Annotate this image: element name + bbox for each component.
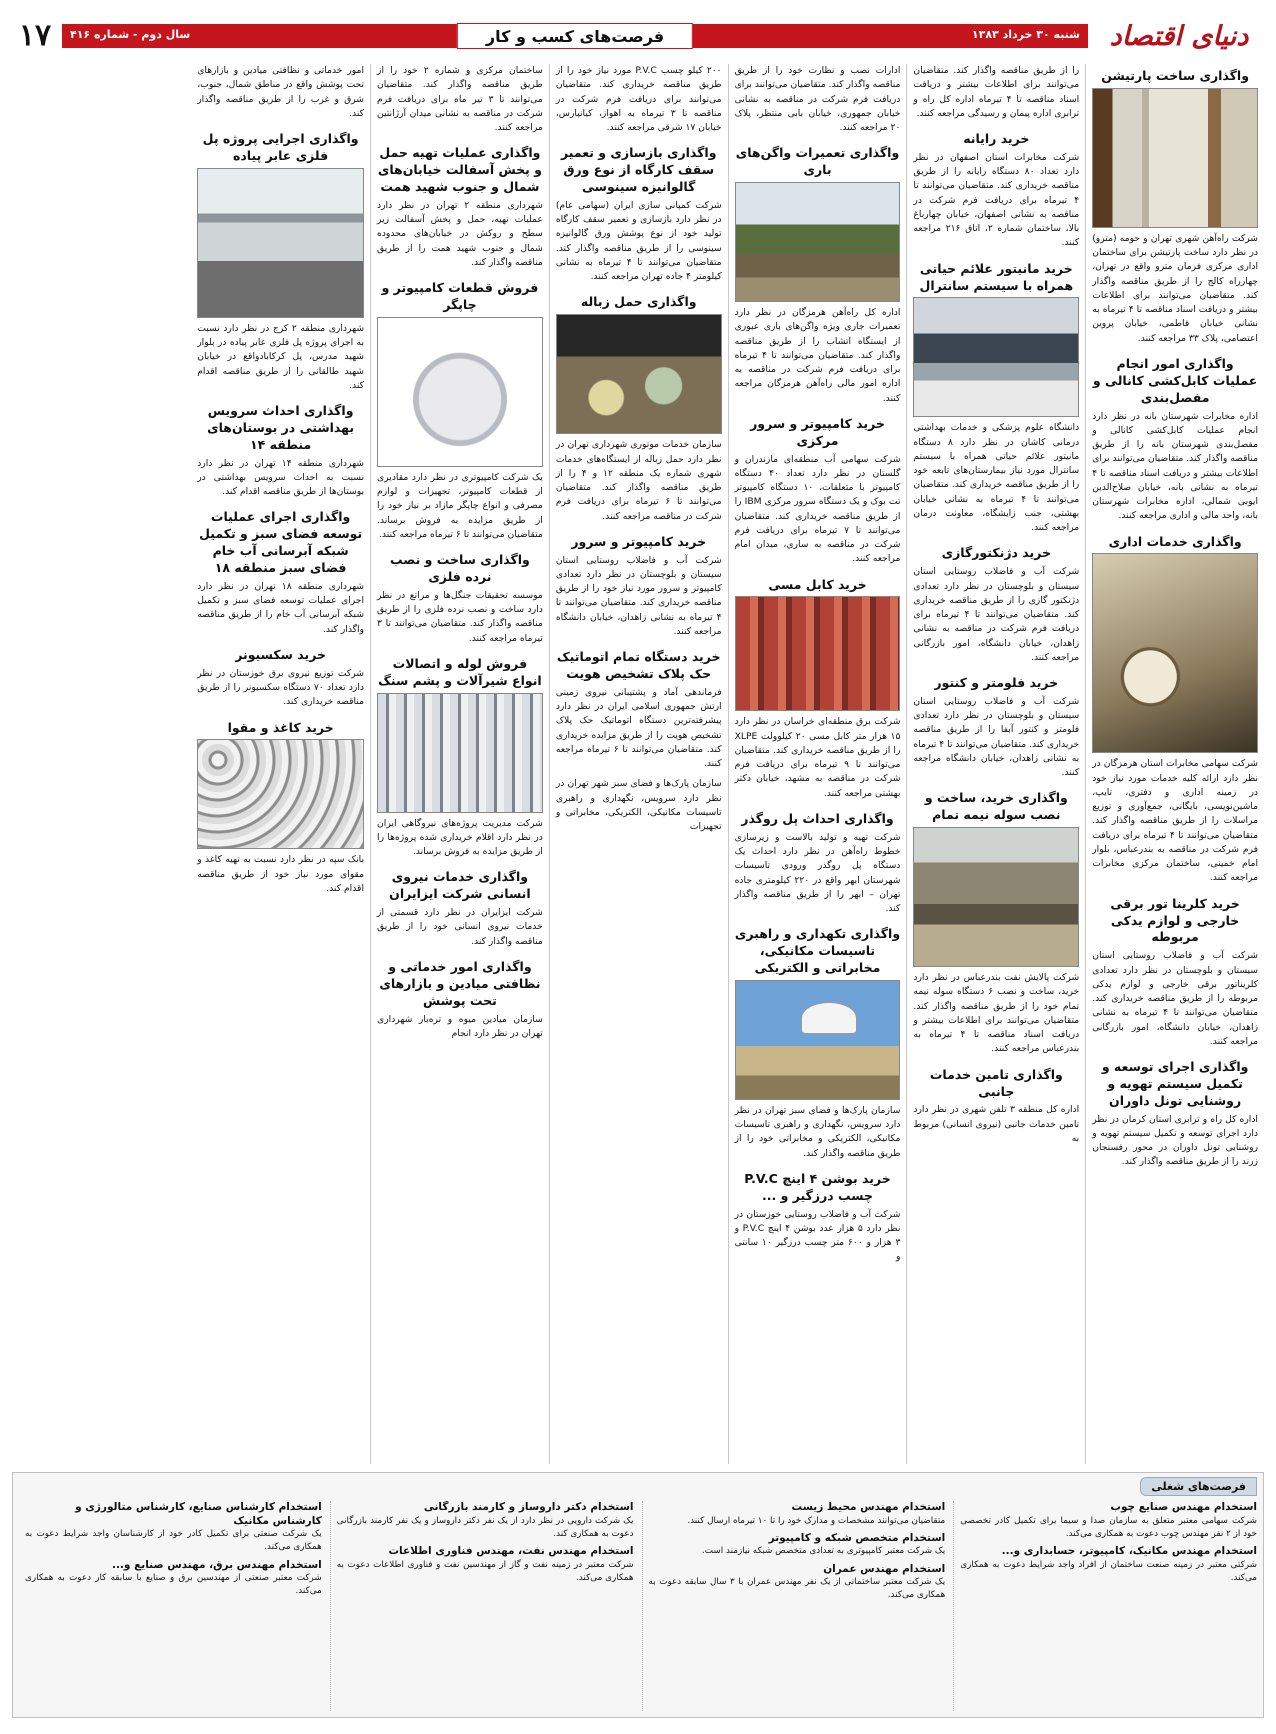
job-ad	[960, 1545, 1257, 1585]
article	[556, 141, 722, 284]
trash-photo	[556, 314, 722, 434]
article	[377, 955, 543, 1041]
article-body: اداره کل راه‌آهن هرمزگان در نظر دارد تعمیرات جاری ویژه واگن‌های باری عبوری از ایستگاه اتشاب را از طریق مناقصه واگذار کند. متقاضیان می‌توانند تا ۴ تیرماه برای دریافت فرم شرکت در مناقصه به اداره امور مالی راه‌آهن هرمزگان مراجعه کنند.	[734, 307, 901, 404]
job-body: یک شرکت دارویی در نظر دارد از یک نفر دکتر داروساز و یک نفر کارمند بازرگانی دعوت به همکاری کند.	[336, 1515, 634, 1539]
article-title: خرید کامپیوتر و سرور	[571, 533, 707, 549]
article-body: شرکت تهیه و تولید بالاست و زیرسازی خطوط راه‌آهن در نظر دارد احداث یک دستگاه پل روگذر ورودی تاسیسات شهرستان ابهر واقع در ۲۲۰ کیلومتری جاده تهران – ابهر را از طریق مناقصه واگذار کند.	[734, 831, 901, 914]
article	[377, 64, 543, 135]
article-body: شهرداری منطقه ۲ کرج در نظر دارد نسبت به اجرای پروژه پل فلزی عابر پیاده در بلوار شهید مدرس، پل کرکابادواقع در خیابان شهید طالقانی را از طریق مناقصه اقدام کند.	[197, 322, 365, 391]
column-3	[728, 64, 907, 1464]
article-title: خرید سکسیونر	[235, 646, 326, 662]
article-body: شرکت آب و فاضلاب روستایی استان سیستان و بلوچستان در نظر دارد تعدادی کلریناتور برقی خارجی و لوازم یدکی مربوطه را از طریق مناقصه خریداری کند. متقاضیان می‌توانند تا ۴ تیرماه به نشانی زاهدان، خیابان دانشگاه، امور بازرگانی مراجعه کنند.	[1092, 950, 1258, 1047]
article-body: اداره مخابرات شهرستان بانه در نظر دارد انجام عملیات کابل‌کشی کانالی و مفصل‌بندی شهرستان بانه را از طریق مناقصه واگذار کند. متقاضیان می‌توانند برای اطلاعات بیشتر و دریافت اسناد مناقصه تا ۴ تیرماه به نشانی بانه، خیابان صلاح‌الدین ایوبی شمالی، اداره مخابرات شهرستان بانه، واحد مالی و اداری مراجعه کنند.	[1092, 410, 1258, 522]
article-body: یک شرکت کامپیوتری در نظر دارد مقادیری از قطعات کامپیوتر، تجهیزات و لوازم مصرفی و انواع چاپگر مازاد بر نیاز خود را از طریق مزایده به فروش برساند. متقاضیان می‌توانند تا ۶ تیرماه مراجعه کنند.	[377, 471, 543, 540]
article-title: واگذاری ساخت پارتیشن	[1101, 68, 1249, 83]
newspaper-page	[12, 14, 1264, 1720]
article-body: سازمان پارک‌ها و فضای سبز تهران در نظر دارد سرویس، نگهداری و راهبری تاسیسات مکانیکی، الکتریکی و مخابراتی خود را از طریق مناقصه واگذار کند.	[734, 1104, 901, 1159]
jobs-column	[330, 1501, 634, 1711]
job-body: شرکتی معتبر در زمینه صنعت ساختمان از افراد واجد شرایط دعوت به همکاری می‌کند.	[960, 1559, 1257, 1583]
article	[1092, 530, 1258, 886]
job-title: استخدام مهندس نفت، مهندس فناوری اطلاعات	[388, 1545, 634, 1558]
article-body: موسسه تحقیقات جنگل‌ها و مراتع در نظر دارد ساخت و نصب نرده فلزی را از طریق مناقصه واگذار کند. متقاضیان می‌توانند تا ۳ تیرماه مراجعه کنند.	[377, 589, 543, 644]
article	[377, 865, 543, 949]
column-4	[549, 64, 728, 1464]
article	[197, 64, 364, 121]
watch-photo	[1092, 553, 1258, 753]
article-title: واگذاری حمل زباله	[580, 294, 697, 310]
job-title: استخدام کارشناس صنایع، کارشناس متالورژی و کارشناس مکانیک	[75, 1501, 322, 1527]
article-title: واگذاری تکهداری و راهبری تاسیسات مکانیکی، مخابراتی و الکتریکی	[734, 926, 901, 975]
job-title: استخدام دکتر داروساز و کارمند بازرگانی	[423, 1501, 634, 1513]
job-title: استخدام متخصص شبکه و کامپیوتر	[768, 1531, 946, 1544]
job-body: متقاضیان می‌توانند مشخصات و مدارک خود را تا ۱۰ تیرماه ارسال کنند.	[687, 1515, 946, 1526]
article	[556, 64, 722, 135]
article-title: واگذاری احداث پل روگذر	[741, 810, 894, 826]
article-title: واگذاری امور انجام عملیات کابل‌کشی کانالی و مفصل‌بندی	[1092, 355, 1258, 405]
article-title: فروش لوله و اتصالات انواع شیرآلات و پشم سنگ	[378, 655, 542, 688]
article	[735, 1167, 901, 1265]
article-title: واگذاری عملیات تهیه حمل و پخش آسفالت خیابان‌های شمال و جنوب شهید همت	[377, 145, 542, 194]
article-title: واگذاری اجرای توسعه و تکمیل سیستم تهویه و روشنایی تونل داوران	[1101, 1059, 1249, 1108]
article	[1092, 64, 1258, 346]
office-photo	[913, 297, 1079, 417]
room-photo	[1092, 88, 1258, 228]
article-columns	[12, 64, 1264, 1464]
job-body: یک شرکت معتبر ساختمانی از یک نفر مهندس عمران با ۳ سال سابقه دعوت به همکاری می‌کند.	[648, 1577, 946, 1601]
article-title: خرید دژنکتورگازی	[941, 545, 1051, 561]
issue-number: سال دوم - شماره ۴۱۶	[70, 28, 191, 41]
column-1	[1085, 64, 1264, 1464]
article-body: شهرداری منطقه ۲ تهران در نظر دارد عملیات تهیه، حمل و پخش آسفالت زیر سطح و روکش در خیابان‌های محدوده شمال و جنوب شهید همت را از طریق مناقصه واگذار کند.	[377, 199, 543, 268]
article-body: ساختمان مرکزی و شماره ۲ خود را از طریق مناقصه واگذار کند. متقاضیان می‌توانند تا ۳ تیر ماه برای دریافت فرم شرکت در مناقصه به نشانی میدان آرژانتین مراجعه کنند.	[377, 65, 543, 133]
article-body: ادارات نصب و نظارت خود را از طریق مناقصه واگذار کند. متقاضیان می‌توانند برای دریافت فرم شرکت در مناقصه به نشانی خیابان جمهوری، خیابان بابی منتظر، پلاک ۲۰ مراجعه کنند.	[734, 65, 901, 133]
article-body: شرکت پالایش نفت بندرعباس در نظر دارد خرید، ساخت و نصب ۶ دستگاه سوله نیمه تمام خود را از طریق مناقصه واگذار کند. متقاضیان می‌توانند برای اطلاعات بیشتر و دریافت اسناد مناقصه تا ۴ تیرماه به بندرعباس مراجعه کنند.	[913, 972, 1080, 1055]
job-ad	[649, 1563, 946, 1603]
article	[377, 548, 543, 646]
section-title: فرصت‌های کسب و کار	[457, 23, 693, 49]
job-ad	[649, 1532, 946, 1559]
article-body: شرکت آب و فاضلاب روستایی استان سیستان و بلوچستان در نظر دارد تعدادی فلومتر و کنتور آبفا را از طریق مناقصه خریداری کند. متقاضیان می‌توانند تا ۴ تیرماه به نشانی زاهدان، خیابان دانشگاه مراجعه کنند.	[913, 695, 1080, 779]
article-title: واگذاری امور خدماتی و نظافتی میادین و بازارهای تحت پوشش	[379, 958, 541, 1008]
article-title: خرید کابل مسی	[768, 576, 867, 592]
article	[913, 541, 1079, 665]
article	[556, 290, 722, 523]
jobs-title: فرصت‌های شغلی	[1140, 1477, 1257, 1496]
job-body: یک شرکت صنعتی برای تکمیل کادر خود از کارشناسان واجد شرایط دعوت به همکاری می‌کند.	[25, 1529, 322, 1553]
article-title: واگذاری خرید، ساخت و نصب سوله نیمه تمام	[924, 790, 1068, 823]
article	[377, 141, 543, 270]
article	[556, 645, 722, 771]
article-title: خرید مانیتور علائم حیاتی همراه با سیستم سانترال	[919, 260, 1074, 293]
jobs-column	[642, 1501, 946, 1711]
jobs-grid	[19, 1501, 1257, 1711]
cable-photo	[735, 596, 901, 711]
header-bar	[62, 24, 1088, 48]
article	[197, 643, 364, 710]
article	[913, 786, 1079, 1056]
article-body: شرکت مخابرات استان اصفهان در نظر دارد تعداد ۸۰ دستگاه رایانه را از طریق مناقصه خریداری کند. متقاضیان می‌توانند تا ۴ تیرماه برای دریافت فرم شرکت در مناقصه به نشانی اصفهان، خیابان چهارباغ بالا، ساختمان شماره ۲، اتاق ۲۱۶ مراجعه کنند.	[913, 151, 1080, 249]
article-title: واگذاری احداث سرویس بهداشتی در بوستان‌های منطقه ۱۴	[207, 403, 355, 452]
article	[197, 127, 364, 393]
article-body: شرکت راه‌آهن شهری تهران و حومه (مترو) در نظر دارد ساخت پارتیشن برای ساختمان اداری مرکزی فرمان مترو واقع در تهران، چهارراه کالج را از طریق مناقصه واگذار کند. متقاضیان می‌توانند برای اطلاعات بیشتر و دریافت اسناد مناقصه تا ۴ تیرماه به نشانی خیابان فاطمی، خیابان پروین اعتصامی، پلاک ۳۳ مراجعه کنند.	[1092, 232, 1258, 344]
article-body: فرماندهی آماد و پشتیبانی نیروی زمینی ارتش جمهوری اسلامی ایران در نظر دارد پیشرفته‌ترین دستگاه اتوماتیک حک پلاک تشخیص هویت را از طریق مزایده خریداری کند. متقاضیان می‌توانند تا ۶ تیرماه مراجعه کنند.	[555, 686, 722, 770]
article	[377, 652, 543, 860]
job-title: استخدام مهندس برق، مهندس صنایع و...	[111, 1558, 322, 1571]
article	[377, 276, 543, 542]
article	[197, 716, 364, 897]
article-body: سازمان پارک‌ها و فضای سبز شهر تهران در نظر دارد سرویس، نگهداری و راهبری تاسیسات مکانیکی، الکتریکی، مخابراتی و تجهیزات	[555, 778, 722, 833]
article	[913, 1063, 1079, 1147]
page-number: ۱۷	[18, 18, 52, 53]
rail-photo	[735, 182, 901, 302]
job-title: استخدام مهندس مکانیک، کامپیوتر، حسابداری و...	[1001, 1545, 1257, 1558]
job-title: استخدام مهندس عمران	[823, 1562, 946, 1575]
article	[1092, 352, 1258, 524]
job-body: یک شرکت معتبر کامپیوتری به تعدادی متخصص شبکه نیازمند است.	[701, 1546, 946, 1557]
article	[556, 530, 722, 639]
article	[1092, 1055, 1258, 1170]
article	[913, 127, 1079, 251]
job-body: شرکت سهامی معتبر متعلق به سازمان صدا و سیما برای تکمیل کادر تخصصی خود از ۲ نفر مهندس چوب دعوت به همکاری می‌کند.	[960, 1515, 1257, 1539]
jobs-column	[953, 1501, 1257, 1711]
job-ad	[960, 1501, 1257, 1541]
article-body: شرکت آب و فاضلاب روستایی استان سیستان و بلوچستان در نظر دارد تعدادی دژنکتور گازی را از طریق مناقصه خریداری کند. متقاضیان می‌توانند تا ۴ تیرماه برای دریافت فرم شرکت در مناقصه به نشانی زاهدان، خیابان دانشگاه، امور بازرگانی مراجعه کنند.	[913, 566, 1080, 663]
page-header	[12, 14, 1264, 58]
article-body: شهرداری منطقه ۱۴ تهران در نظر دارد نسبت به احداث سرویس بهداشتی در بوستان‌ها از طریق مناقصه اقدام کند.	[197, 457, 365, 498]
newspaper-logo: دنیای اقتصاد	[1109, 20, 1249, 52]
bridge-photo	[197, 168, 364, 318]
article-body: شرکت آب و فاضلاب روستایی استان سیستان و بلوچستان در نظر دارد تعدادی کامپیوتر و سرور مورد نیاز خود را از طریق مناقصه خریداری کند. متقاضیان می‌توانند تا ۴ تیرماه به نشانی زاهدان، خیابان دانشگاه مراجعه کنند.	[555, 554, 722, 637]
article-body: امور خدماتی و نظافتی میادین و بازارهای تحت پوشش واقع در مناطق شمال، جنوب، شرق و غرب را از طریق مناقصه واگذار کند.	[197, 65, 365, 119]
article-body: شرکت آب و فاضلاب روستایی خوزستان در نظر دارد ۵ هزار عدد بوشن ۴ اینچ P.V.C و ۳ هزار و ۶۰۰ متر چسب درزگیر ۱۰ سانتی و	[734, 1208, 901, 1263]
article-body: اداره کل راه و ترابری استان کرمان در نظر دارد اجرای توسعه و تکمیل سیستم تهویه و روشنایی تونل داوران در محور رفسنجان زرند را از طریق مناقصه واگذار کند.	[1092, 1113, 1258, 1168]
article-body: بانک سپه در نظر دارد نسبت به تهیه کاغذ و مقوای مورد نیاز خود از طریق مناقصه اقدام کند.	[197, 854, 365, 894]
article	[913, 671, 1079, 780]
job-title: استخدام مهندس محیط زیست	[791, 1501, 946, 1513]
dish-photo	[735, 980, 901, 1100]
job-ad	[337, 1501, 634, 1541]
article-body: شهرداری منطقه ۱۸ تهران در نظر دارد اجرای عملیات توسعه فضای سبز و تکمیل شبکه آبرسانی آب خام را از طریق مناقصه واگذار کند.	[197, 580, 365, 635]
article-body: شرکت برق منطقه‌ای خراسان در نظر دارد ۱۵ هزار متر کابل مسی ۲۰ کیلوولت XLPE را از طریق مناقصه خریداری کند. متقاضیان می‌توانند تا ۹ تیرماه برای دریافت فرم شرکت در مناقصه به مشهد، خیابان دکتر بهشتی مراجعه کنند.	[734, 716, 901, 799]
article-title: فروش قطعات کامپیوتر و چاپگر	[381, 280, 539, 312]
job-ad	[649, 1501, 946, 1528]
article-body: شرکت کمپانی سازی ایران (سهامی عام) در نظر دارد بازسازی و تعمیر سقف کارگاه تولید خود از نوع پوشش ورق گالوانیزه سینوسی را از طریق مناقصه واگذار کند. متقاضیان می‌توانند تا ۴ تیرماه به نشانی کیلومتر ۴ جاده تهران مراجعه کنند.	[555, 199, 722, 283]
article-title: خرید بوشن ۴ اینچ P.V.C چسب درزگیر و ...	[744, 1170, 891, 1203]
issue-date: شنبه ۳۰ خرداد ۱۳۸۳	[971, 28, 1080, 41]
article-title: واگذاری اجرای عملیات توسعه فضای سبز و تکمیل شبکه آبرسانی آب خام فضای سبز منطقه ۱۸	[199, 509, 363, 575]
pipes-photo	[377, 693, 543, 813]
article-title: واگذاری اجرایی پروژه پل فلزی عابر پیاده	[202, 131, 359, 163]
article	[913, 257, 1079, 536]
article	[735, 141, 901, 406]
article-body: را از طریق مناقصه واگذار کند. متقاضیان می‌توانند برای اطلاعات بیشتر و دریافت اسناد مناقصه تا ۴ تیرماه اداره کل راه و ترابری اداره پیمان و رسیدگی مراجعه کنند.	[913, 65, 1080, 119]
column-5	[370, 64, 549, 1464]
article	[913, 64, 1079, 121]
article-body: شرکت مدیریت پروژه‌های نیروگاهی ایران در نظر دارد اقلام خریداری شده پروژه‌ها را از طریق مزایده به فروش برساند.	[377, 817, 543, 858]
site-photo	[913, 827, 1079, 967]
article-body: شرکت توزیع نیروی برق خوزستان در نظر دارد تعداد ۷۰ دستگاه سکسیونر را از طریق مناقصه خریداری کند.	[197, 667, 365, 708]
article-title: خرید دستگاه تمام اتوماتیک حک پلاک تشخیص هویت	[556, 649, 721, 681]
article-body: سازمان خدمات موتوری شهرداری تهران در نظر دارد حمل زباله از ایستگاه‌های خدمات شهری شماره یک منطقه ۱۲ و ۴ را از طریق مناقصه واگذار کند. متقاضیان می‌توانند تا ۶ تیرماه برای دریافت فرم شرکت در مناقصه مراجعه کنند.	[555, 439, 722, 522]
article	[735, 807, 901, 916]
column-6	[191, 64, 370, 1464]
paper-photo	[197, 739, 364, 849]
jobs-section	[12, 1472, 1264, 1718]
article-body: شرکت ایزایران در نظر دارد قسمتی از خدمات نیروی انسانی خود را از طریق مناقصه واگذار کند.	[377, 907, 543, 947]
article-title: واگذاری تامین خدمات جانبی	[929, 1066, 1063, 1099]
article-title: خرید فلومتر و کنتور	[934, 675, 1059, 690]
article-title: واگذاری تعمیرات واگن‌های باری	[735, 145, 900, 178]
article-body: دانشگاه علوم پزشکی و خدمات بهداشتی درمانی کاشان در نظر دارد ۸ دستگاه مانیتور علائم حیاتی همراه با سیستم سانترال مورد نیاز بیمارستان‌های تابعه خود را از طریق مناقصه خریداری کند. متقاضیان می‌توانند تا ۴ تیرماه به نشانی خیابان بهشتی، جنب زایشگاه، معاونت درمان مراجعه کنند.	[913, 422, 1080, 534]
article-title: خرید کلرینا تور برقی خارجی و لوازم یدکی مربوطه	[1110, 895, 1240, 945]
article-title: واگذاری ساخت و نصب نرده فلزی	[390, 552, 530, 584]
job-title: استخدام مهندس صنایع چوب	[1110, 1501, 1257, 1513]
job-ad	[25, 1501, 322, 1555]
article-title: واگذاری بازسازی و تعمیر سقف کارگاه از نوع ورق گالوانیزه سینوسی	[560, 145, 717, 194]
article-body: ۲۰۰ کیلو چسب P.V.C مورد نیاز خود را از طریق مناقصه خریداری کند. متقاضیان می‌توانند برای دریافت فرم شرکت در مناقصه تا ۳ تیرماه به اهواز، کیانپارس، خیابان ۱۷ شرقی مراجعه کنند.	[555, 65, 722, 133]
job-body: شرکت معتبر صنعتی از مهندسین برق و صنایع با سابقه کار دعوت به همکاری می‌کند.	[25, 1573, 322, 1597]
article	[735, 922, 901, 1161]
article-body: سازمان میادین میوه و تره‌بار شهرداری تهران در نظر دارد انجام	[377, 1013, 543, 1039]
article	[735, 412, 901, 567]
jobs-column	[19, 1501, 322, 1711]
job-ad	[25, 1559, 322, 1599]
printer-photo	[377, 317, 543, 467]
article-title: خرید کاغذ و مقوا	[227, 719, 334, 735]
article	[197, 399, 364, 499]
article	[197, 505, 364, 637]
article-title: واگذاری خدمات اداری	[1108, 533, 1242, 549]
article	[556, 777, 722, 834]
article-body: اداره کل منطقه ۳ تلفن شهری در نظر دارد تامین خدمات جانبی (نیروی انسانی) مربوط به	[913, 1104, 1080, 1144]
job-body: شرکت معتبر در زمینه نفت و گاز از مهندسین نفت و فناوری اطلاعات دعوت به همکاری می‌کند.	[336, 1559, 634, 1583]
article	[735, 573, 901, 801]
article-title: خرید کامپیوتر و سرور مرکزی	[750, 415, 885, 448]
article-body: شرکت سهامی مخابرات استان هرمزگان در نظر دارد ارائه کلیه خدمات مورد نیاز خود در زمینه اداری و دفتری، تایپ، ماشین‌نویسی، بایگانی، جمع‌آوری و توزیع مراسلات را از طریق مناقصه واگذار کند. متقاضیان می‌توانند تا ۴ تیرماه برای دریافت فرم شرکت در مناقصه به بندرعباس، بلوار امام خمینی، ساختمان مرکزی مخابرات مراجعه کنند.	[1092, 758, 1258, 884]
article	[735, 64, 901, 135]
article-title: واگذاری خدمات نیروی انسانی شرکت ایزایران	[389, 869, 531, 902]
article	[1092, 892, 1258, 1049]
column-2	[906, 64, 1085, 1464]
article-body: شرکت سهامی آب منطقه‌ای مازندران و گلستان در نظر دارد تعداد ۴۰ دستگاه کامپیوتر با متعلقات، ۱۰ دستگاه کامپیوتر تت بوک و یک دستگاه سرور مرکزی IBM را از طریق مناقصه خریداری کند. متقاضیان می‌توانند تا ۷ تیرماه برای دریافت فرم شرکت در مناقصه به ساری، میدان امام مراجعه کنند.	[734, 453, 901, 565]
article-title: خرید رایانه	[963, 131, 1030, 146]
job-ad	[337, 1545, 634, 1585]
